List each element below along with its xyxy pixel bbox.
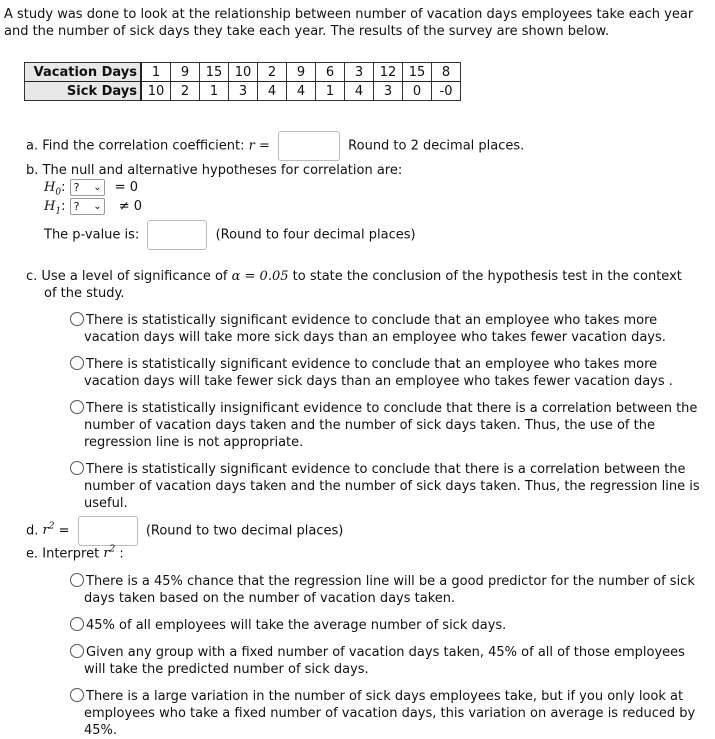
h1-row: $H_1$: ? ⌄ ≠ 0 [44,199,143,217]
question-d: d. $r^2$ = (Round to two decimal places) [26,512,343,542]
h0-symbol: $H_0$ [44,180,62,198]
pvalue-row [44,220,416,250]
h1-select[interactable]: ? ⌄ [70,198,105,215]
h0-relation: = 0 [114,180,139,195]
sick-cell: 4 [258,82,287,101]
radio-button[interactable] [70,356,84,370]
e-option-2[interactable]: 45% of all employees will take the average number of sick days. [70,617,710,634]
vacation-cell: 9 [287,63,316,82]
sick-cell: 2 [171,82,200,101]
data-table [24,62,461,101]
r-squared-symbol: $r^2$ [103,545,116,562]
c-option-1[interactable]: There is statistically significant evidence to conclude that an employee who takes more vacation days will take more sick days than an employee who takes fewer vacation days. [70,312,710,346]
vacation-cell: 3 [345,63,374,82]
vacation-cell: 2 [258,63,287,82]
vacation-cell: 12 [374,63,403,82]
radio-button[interactable] [70,400,84,414]
r-squared-input[interactable] [78,516,138,546]
h0-row: $H_0$: ? ⌄ = 0 [44,180,139,198]
radio-button[interactable] [70,461,84,475]
question-b-label: b. The null and alternative hypotheses for correlation are: [26,163,403,178]
sick-cell: 3 [374,82,403,101]
vacation-cell: 9 [171,63,200,82]
chevron-down-icon: ⌄ [93,182,102,193]
question-a-hint: Round to 2 decimal places. [348,138,525,154]
c-option-4[interactable]: There is statistically significant evidence to conclude that there is a correlation between the number of vacation days taken and the number of sick days taken. Thus, the regression line is useful. [70,461,710,512]
sick-cell: 3 [229,82,258,101]
c-option-2[interactable]: There is statistically significant evidence to conclude that an employee who takes more vacation days will take fewer sick days than an employee who takes fewer vacation days . [70,356,710,390]
sick-cell: 1 [316,82,345,101]
vacation-cell: 6 [316,63,345,82]
question-a-label: a. Find the correlation coefficient: [26,138,245,154]
alpha-value: α = 0.05 [231,269,289,284]
vacation-cell: 15 [403,63,432,82]
question-d-hint: (Round to two decimal places) [145,523,344,539]
sick-cell: 4 [345,82,374,101]
r-symbol: r = [248,138,270,154]
vacation-cell: 8 [432,63,461,82]
question-a [26,131,524,161]
vacation-cell: 1 [141,63,171,82]
radio-button[interactable] [70,573,84,587]
c-option-3[interactable]: There is statistically insignificant evidence to conclude that there is a correlation between the number of vacation days taken and the number of sick days taken. Thus, the use of the regression line is not appropriate. [70,400,710,451]
pvalue-hint: (Round to four decimal places) [215,227,416,243]
vacation-cell: 15 [200,63,229,82]
radio-button[interactable] [70,312,84,326]
pvalue-input[interactable] [147,220,207,250]
row-label-vacation: Vacation Days [25,63,142,82]
question-e: e. Interpret $r^2$ : [26,545,124,562]
sick-cell: 1 [200,82,229,101]
sick-cell: 0 [403,82,432,101]
r-squared-symbol: $r^2$ [42,522,55,539]
e-option-1[interactable]: There is a 45% chance that the regression line will be a good predictor for the number of sick days taken based on the number of vacation days taken. [70,573,710,607]
chevron-down-icon: ⌄ [93,201,102,212]
sick-cell: 4 [287,82,316,101]
e-option-4[interactable]: There is a large variation in the number of sick days employees take, but if you only look at employees who take a fixed number of vacation days, this variation on average is reduced by 45%. [70,688,710,739]
h0-select[interactable]: ? ⌄ [70,179,105,196]
radio-button[interactable] [70,617,84,631]
pvalue-label: The p-value is: [44,227,140,243]
radio-button[interactable] [70,644,84,658]
correlation-input[interactable] [278,131,340,161]
h1-symbol: $H_1$ [44,199,62,217]
question-c-text: c. Use a level of significance of α = 0.05 to state the conclusion of the hypothesis test in the context of the study. [26,269,682,301]
radio-button[interactable] [70,688,84,702]
intro-text: A study was done to look at the relationship between number of vacation days employees take each year and the number of sick days they take each year. The results of the survey are shown below. [4,7,694,39]
e-option-3[interactable]: Given any group with a fixed number of vacation days taken, 45% of all of those employees will take the predicted number of sick days. [70,644,710,678]
sick-cell: 10 [141,82,171,101]
vacation-cell: 10 [229,63,258,82]
row-label-sick: Sick Days [25,82,142,101]
h1-relation: ≠ 0 [118,199,143,214]
sick-cell: -0 [432,82,461,101]
